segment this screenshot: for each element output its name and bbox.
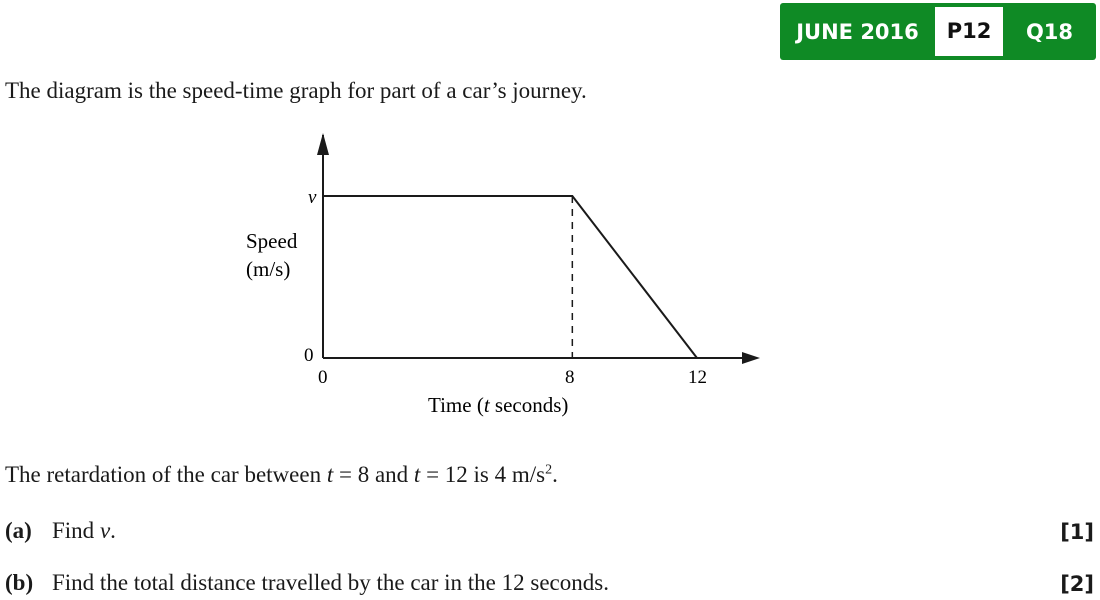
part-a-text: Find [52,518,100,543]
question-part-a: (a) Find v. [5,518,116,543]
question-part-b [5,570,609,596]
part-a-label: (a) [5,518,32,543]
x-axis-arrowhead [742,352,760,364]
paper-code: P12 [935,7,1003,56]
question-number: Q18 [1025,19,1074,44]
speed-line [323,196,697,358]
x-tick-label-0: 0 [318,367,328,388]
part-b-text: Find the total distance travelled by the car in the 12 seconds. [52,570,609,595]
retardation-statement: The retardation of the car between t = 8 and t = 12 is 4 $m/s^2$. [5,462,558,487]
part-b-label: (b) [5,570,34,595]
y-axis-label-line1: Speed [246,229,298,253]
part-b-marks: [2] [1060,572,1094,596]
y-zero-label: 0 [304,345,314,366]
y-top-label: v [308,187,317,208]
x-axis-label: Time (t seconds) [428,393,569,417]
y-axis-label-line2: (m/s) [246,257,291,281]
exam-date: JUNE 2016 [796,19,919,44]
y-axis-arrowhead [317,133,329,155]
x-tick-label-8: 8 [565,367,575,388]
intro-text: The diagram is the speed-time graph for part of a car’s journey. [5,78,587,103]
x-tick-label-12: 12 [688,367,707,388]
part-a-marks: [1] [1060,520,1094,544]
